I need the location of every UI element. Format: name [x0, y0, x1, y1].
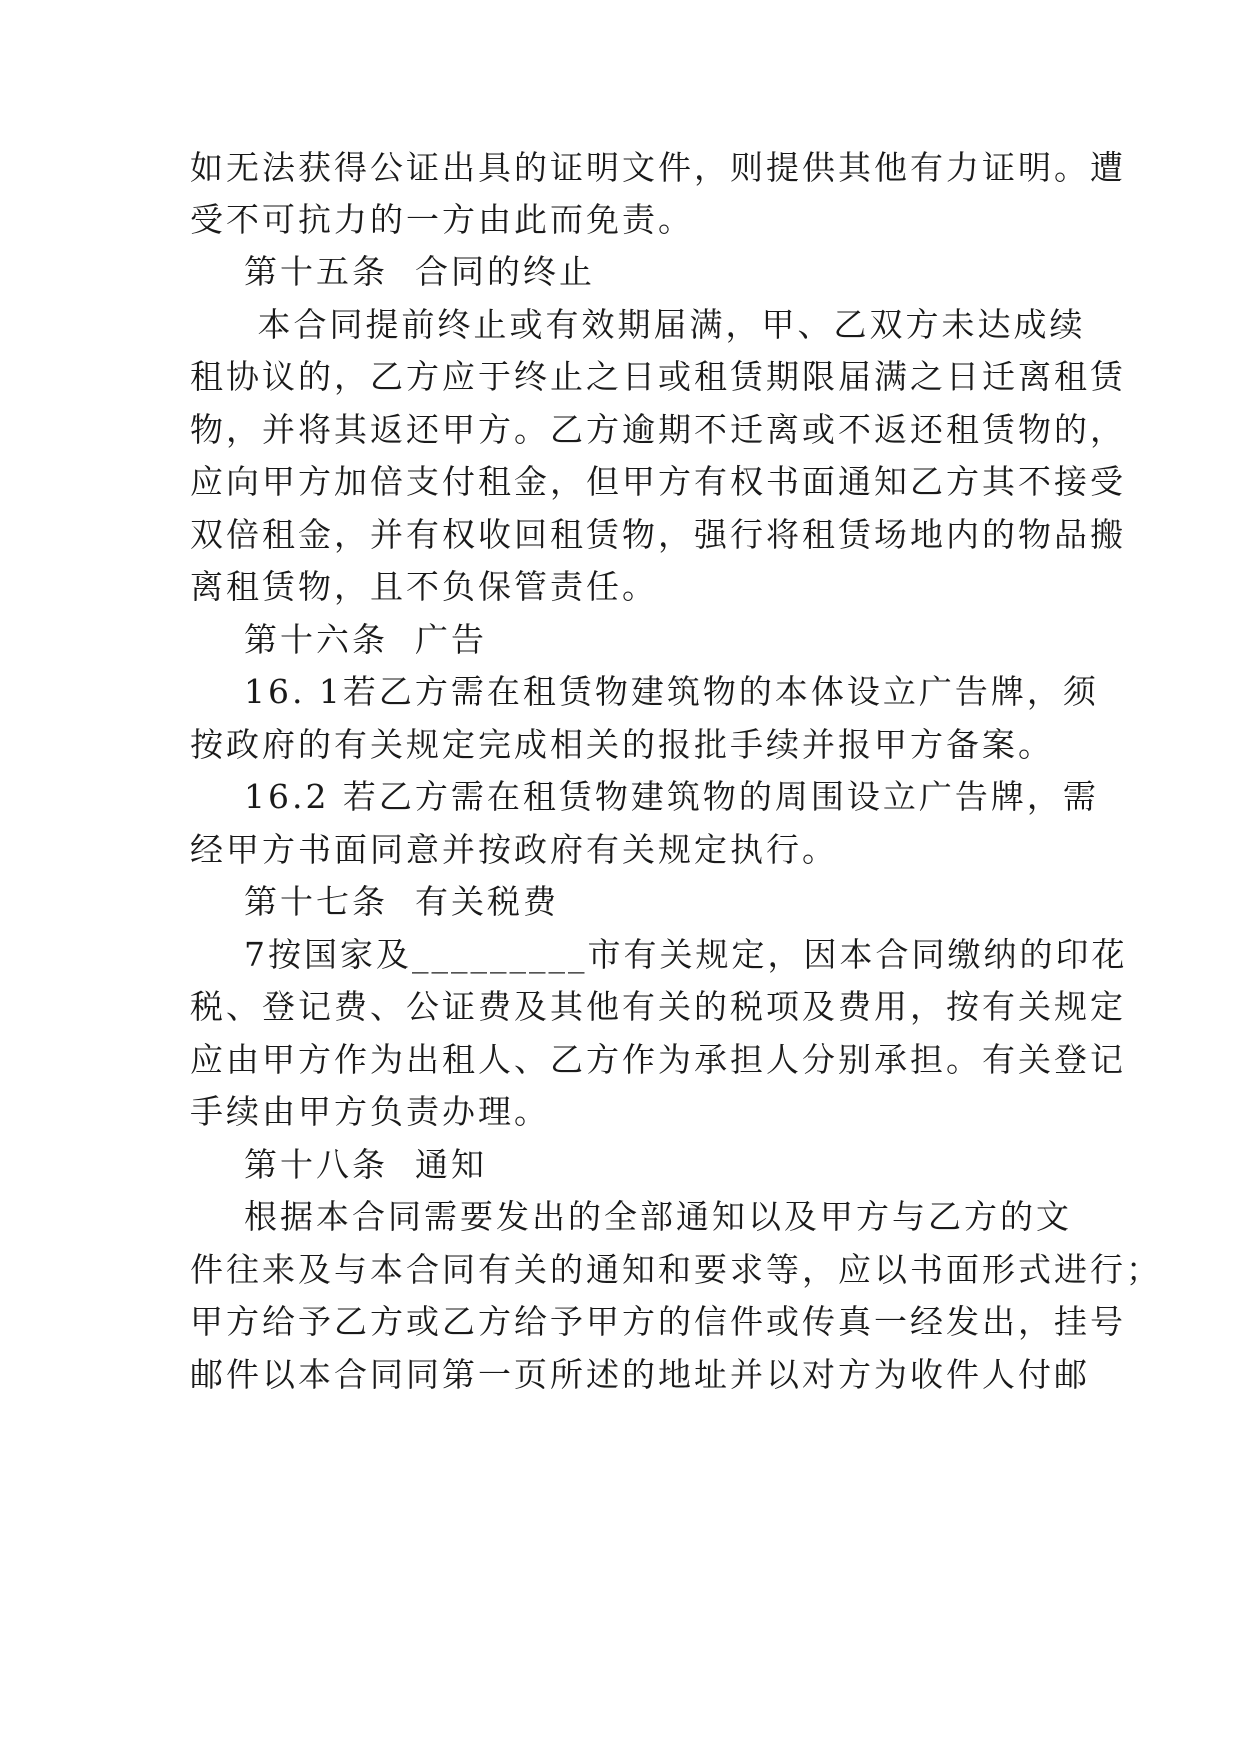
- text-line: 经甲方书面同意并按政府有关规定执行。: [190, 830, 838, 869]
- text-line: 受不可抗力的一方由此而免责。: [190, 200, 694, 239]
- section-heading-15: 第十五条 合同的终止: [190, 252, 595, 291]
- text-line: 应由甲方作为出租人、乙方作为承担人分别承担。有关登记: [190, 1040, 1126, 1079]
- text-line: 手续由甲方负责办理。: [190, 1092, 550, 1131]
- section-heading-16: 第十六条 广告: [190, 620, 487, 659]
- text-line: 租协议的，乙方应于终止之日或租赁期限届满之日迁离租赁: [190, 357, 1126, 396]
- text-line: 应向甲方加倍支付租金，但甲方有权书面通知乙方其不接受: [190, 462, 1126, 501]
- text-line: 邮件以本合同同第一页所述的地址并以对方为收件人付邮: [190, 1355, 1090, 1394]
- text-line: 本合同提前终止或有效期届满，甲、乙双方未达成续: [190, 305, 1086, 344]
- text-line: 如无法获得公证出具的证明文件，则提供其他有力证明。遭: [190, 148, 1126, 187]
- text-line: 双倍租金，并有权收回租赁物，强行将租赁场地内的物品搬: [190, 515, 1126, 554]
- text-line: 16.2 若乙方需在租赁物建筑物的周围设立广告牌，需: [190, 777, 1099, 816]
- text-line: 离租赁物，且不负保管责任。: [190, 567, 658, 606]
- text-line: 根据本合同需要发出的全部通知以及甲方与乙方的文: [190, 1197, 1072, 1236]
- text-line: 16. 1若乙方需在租赁物建筑物的本体设立广告牌，须: [190, 672, 1099, 711]
- text-line: 按政府的有关规定完成相关的报批手续并报甲方备案。: [190, 725, 1054, 764]
- text-line: 税、登记费、公证费及其他有关的税项及费用，按有关规定: [190, 987, 1126, 1026]
- text-line: 7按国家及_________市有关规定，因本合同缴纳的印花: [190, 935, 1128, 974]
- section-heading-17: 第十七条 有关税费: [190, 882, 559, 921]
- section-heading-18: 第十八条 通知: [190, 1145, 487, 1184]
- text-line: 件往来及与本合同有关的通知和要求等，应以书面形式进行；: [190, 1250, 1162, 1289]
- text-line: 甲方给予乙方或乙方给予甲方的信件或传真一经发出，挂号: [190, 1302, 1126, 1341]
- text-line: 物，并将其返还甲方。乙方逾期不迁离或不返还租赁物的，: [190, 410, 1126, 449]
